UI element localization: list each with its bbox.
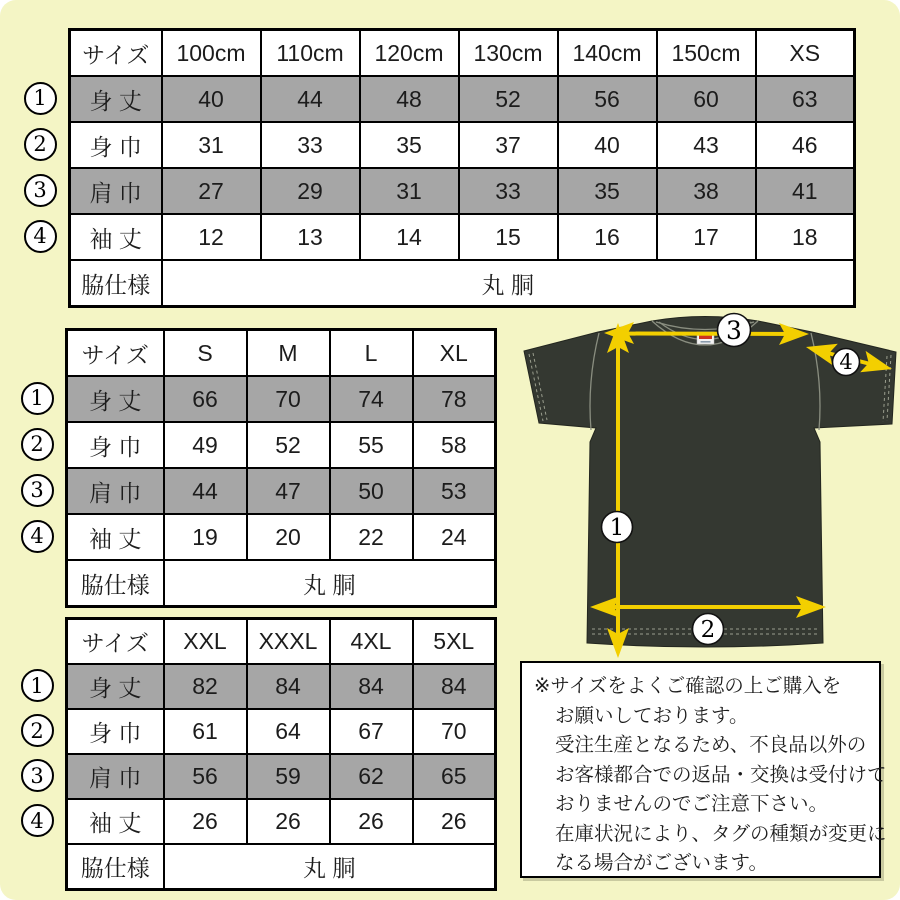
measure-cell: 63 — [756, 76, 855, 122]
measure-cell: 29 — [261, 168, 360, 214]
circled-number: 1 — [24, 82, 57, 115]
size-header: サイズ — [67, 330, 164, 377]
circled-number: 2 — [21, 714, 54, 747]
row-label: 肩 巾 — [70, 168, 162, 214]
measure-cell: 60 — [657, 76, 756, 122]
adult-size-table — [30, 328, 497, 608]
footer-value: 丸 胴 — [164, 560, 496, 607]
measure-cell: 58 — [413, 422, 496, 468]
large-sizes-grid — [65, 617, 497, 891]
col-header: 140cm — [558, 30, 657, 77]
footer-label: 脇仕様 — [67, 844, 164, 890]
measure-cell: 43 — [657, 122, 756, 168]
circled-number: 1 — [21, 669, 54, 702]
circled-number: 3 — [21, 474, 54, 507]
measure-cell: 49 — [164, 422, 247, 468]
measure-cell: 55 — [330, 422, 413, 468]
notice-line: ※サイズをよくご確認の上ご購入を — [534, 675, 842, 697]
measure-cell: 26 — [164, 799, 247, 844]
measure-cell: 20 — [247, 514, 330, 560]
row-label: 肩 巾 — [67, 468, 164, 514]
diagram-marker-2 — [693, 614, 724, 645]
measure-cell: 44 — [164, 468, 247, 514]
footer-value: 丸 胴 — [162, 260, 855, 307]
row-label: 身 丈 — [67, 376, 164, 422]
circled-number: 1 — [21, 382, 54, 415]
measure-cell: 56 — [558, 76, 657, 122]
col-header: 130cm — [459, 30, 558, 77]
row-label: 袖 丈 — [70, 214, 162, 260]
adult-sizes-grid — [65, 328, 497, 608]
large-size-table — [30, 617, 497, 891]
diagram-marker-4 — [833, 349, 860, 376]
row-label: 肩 巾 — [67, 754, 164, 799]
measure-cell: 26 — [247, 799, 330, 844]
measure-cell: 70 — [413, 709, 496, 754]
row-marker — [19, 375, 55, 421]
row-label: 袖 丈 — [67, 514, 164, 560]
measure-cell: 33 — [261, 122, 360, 168]
circled-number: 3 — [21, 759, 54, 792]
measure-cell: 15 — [459, 214, 558, 260]
row-marker — [19, 708, 55, 753]
circled-number: 4 — [24, 220, 57, 253]
circled-number: 2 — [21, 428, 54, 461]
measure-cell: 26 — [413, 799, 496, 844]
notice-line: お客様都合での返品・交換は受付けて — [555, 763, 887, 786]
svg-text:1: 1 — [609, 515, 625, 541]
tshirt-diagram — [503, 306, 900, 662]
measure-cell: 22 — [330, 514, 413, 560]
measure-cell: 26 — [330, 799, 413, 844]
measure-cell: 64 — [247, 709, 330, 754]
size-header: サイズ — [67, 619, 164, 665]
measure-cell: 47 — [247, 468, 330, 514]
row-label: 身 丈 — [67, 664, 164, 709]
measure-cell: 14 — [360, 214, 459, 260]
size-header: サイズ — [70, 30, 162, 77]
measure-cell: 84 — [413, 664, 496, 709]
circled-number: 4 — [21, 520, 54, 553]
measure-cell: 50 — [330, 468, 413, 514]
col-header: L — [330, 330, 413, 377]
measure-cell: 17 — [657, 214, 756, 260]
row-marker — [19, 663, 55, 708]
col-header: S — [164, 330, 247, 377]
measure-cell: 27 — [162, 168, 261, 214]
notice-line: 受注生産となるため、不良品以外の — [555, 734, 867, 756]
row-marker — [19, 798, 55, 843]
measure-cell: 78 — [413, 376, 496, 422]
row-marker — [19, 513, 55, 559]
measure-cell: 31 — [162, 122, 261, 168]
svg-text:2: 2 — [700, 617, 716, 643]
measure-cell: 19 — [164, 514, 247, 560]
row-label: 身 巾 — [67, 709, 164, 754]
row-label: 身 巾 — [70, 122, 162, 168]
row-marker — [22, 167, 58, 213]
shoulder-width-arrow — [612, 334, 800, 335]
svg-text:3: 3 — [726, 316, 742, 345]
col-header: M — [247, 330, 330, 377]
row-marker — [22, 213, 58, 259]
diagram-marker-1 — [602, 512, 633, 543]
measure-cell: 82 — [164, 664, 247, 709]
measure-cell: 24 — [413, 514, 496, 560]
measure-cell: 70 — [247, 376, 330, 422]
kids-row-markers — [22, 75, 58, 259]
measure-cell: 61 — [164, 709, 247, 754]
row-label: 袖 丈 — [67, 799, 164, 844]
col-header: XXL — [164, 619, 247, 665]
measure-cell: 12 — [162, 214, 261, 260]
measure-cell: 38 — [657, 168, 756, 214]
measure-cell: 66 — [164, 376, 247, 422]
measure-cell: 52 — [247, 422, 330, 468]
notice-line: 在庫状況により、タグの種類が変更に — [555, 822, 887, 845]
col-header: 110cm — [261, 30, 360, 77]
measure-cell: 33 — [459, 168, 558, 214]
row-marker — [19, 753, 55, 798]
measure-cell: 41 — [756, 168, 855, 214]
notice-line: お願いしております。 — [555, 704, 749, 727]
row-marker — [22, 121, 58, 167]
measure-cell: 18 — [756, 214, 855, 260]
measure-cell: 59 — [247, 754, 330, 799]
footer-value: 丸 胴 — [164, 844, 496, 890]
notice-line: なる場合がございます。 — [555, 852, 768, 874]
measure-cell: 62 — [330, 754, 413, 799]
circled-number: 4 — [21, 804, 54, 837]
measure-cell: 65 — [413, 754, 496, 799]
measure-cell: 44 — [261, 76, 360, 122]
measure-cell: 46 — [756, 122, 855, 168]
measure-cell: 35 — [360, 122, 459, 168]
measure-cell: 48 — [360, 76, 459, 122]
measure-cell: 56 — [164, 754, 247, 799]
purchase-notice-box — [520, 661, 887, 878]
kids-sizes-grid — [68, 28, 856, 308]
svg-text:4: 4 — [839, 350, 853, 374]
measure-cell: 84 — [247, 664, 330, 709]
col-header: XL — [413, 330, 496, 377]
purchase-notice-text — [534, 672, 887, 879]
col-header: XS — [756, 30, 855, 77]
measure-cell: 31 — [360, 168, 459, 214]
row-marker — [22, 75, 58, 121]
row-label: 身 丈 — [70, 76, 162, 122]
measure-cell: 84 — [330, 664, 413, 709]
notice-line: おりませんのでご注意下さい。 — [555, 793, 829, 815]
circled-number: 3 — [24, 174, 57, 207]
col-header: 120cm — [360, 30, 459, 77]
measure-cell: 37 — [459, 122, 558, 168]
measure-cell: 52 — [459, 76, 558, 122]
row-marker — [19, 467, 55, 513]
measure-cell: 40 — [558, 122, 657, 168]
footer-label: 脇仕様 — [67, 560, 164, 607]
circled-number: 2 — [24, 128, 57, 161]
col-header: XXXL — [247, 619, 330, 665]
measure-cell: 40 — [162, 76, 261, 122]
col-header: 5XL — [413, 619, 496, 665]
measure-cell: 67 — [330, 709, 413, 754]
row-marker — [19, 421, 55, 467]
measure-cell: 13 — [261, 214, 360, 260]
footer-label: 脇仕様 — [70, 260, 162, 307]
col-header: 100cm — [162, 30, 261, 77]
measure-cell: 16 — [558, 214, 657, 260]
measure-cell: 35 — [558, 168, 657, 214]
col-header: 150cm — [657, 30, 756, 77]
measure-cell: 74 — [330, 376, 413, 422]
kids-size-table — [33, 28, 856, 308]
col-header: 4XL — [330, 619, 413, 665]
large-row-markers — [19, 663, 55, 843]
measure-cell: 53 — [413, 468, 496, 514]
row-label: 身 巾 — [67, 422, 164, 468]
adult-row-markers — [19, 375, 55, 559]
diagram-marker-3 — [718, 314, 751, 347]
